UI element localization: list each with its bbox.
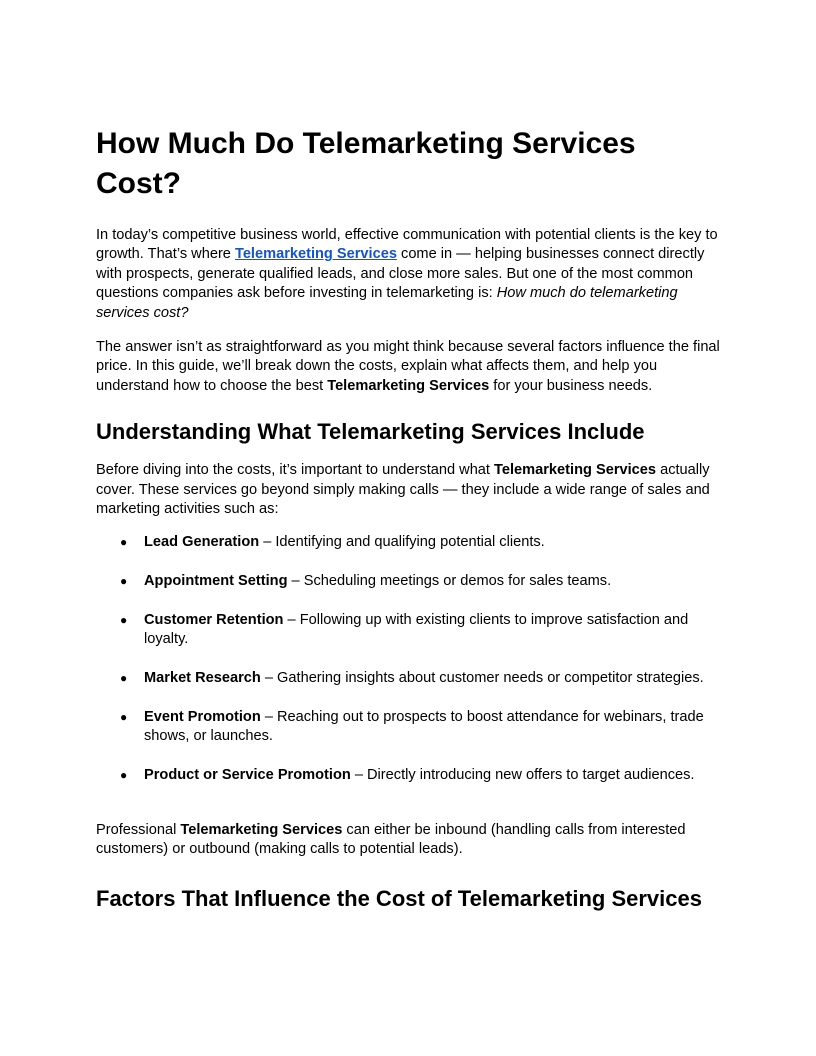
list-spacer [96, 805, 720, 821]
list-item-term: Product or Service Promotion [144, 767, 351, 784]
closing-bold: Telemarketing Services [180, 822, 343, 839]
closing-text-2: can either be inbound (handling calls from interested customers) or outbound (making calls to potential leads). [96, 822, 686, 858]
list-item-term: Market Research [144, 670, 261, 687]
bullet-icon: ● [120, 613, 128, 628]
list-item [96, 611, 720, 650]
intro-text-1: In today’s competitive business world, effective communication with potential clients is the key to growth. That’s where [96, 227, 718, 263]
intro-question: How much do telemarketing services cost? [96, 285, 678, 321]
services-list [96, 533, 720, 785]
telemarketing-services-link[interactable]: Telemarketing Services [234, 246, 397, 263]
list-item-desc: – Identifying and qualifying potential clients. [259, 534, 545, 551]
page-title: How Much Do Telemarketing Services Cost? [96, 127, 636, 200]
bullet-icon: ● [120, 710, 128, 725]
services-intro-text-1: Before diving into the costs, it’s important to understand what [96, 462, 495, 479]
closing-paragraph [96, 821, 720, 860]
services-intro-paragraph [96, 461, 720, 519]
bullet-icon: ● [120, 671, 128, 686]
intro-paragraph [96, 226, 720, 323]
list-item [96, 669, 720, 688]
services-intro-bold: Telemarketing Services [494, 462, 657, 479]
list-item-term: Lead Generation [144, 534, 260, 551]
answer-paragraph [96, 338, 720, 396]
bullet-icon: ● [120, 768, 128, 783]
list-item [96, 572, 720, 591]
list-item-desc: – Scheduling meetings or demos for sales teams. [287, 573, 612, 590]
answer-bold: Telemarketing Services [327, 377, 490, 394]
closing-text-1: Professional [96, 822, 181, 839]
list-item-term: Appointment Setting [144, 573, 288, 590]
list-item [96, 766, 720, 785]
list-item-desc: – Directly introducing new offers to target audiences. [350, 767, 695, 784]
answer-text-1: The answer isn’t as straightforward as you might think because several factors influence the final price. In this guide, we’ll break down the costs, explain what affects them, and help you understand how to choose the best [96, 339, 720, 394]
list-item-term: Customer Retention [144, 612, 284, 629]
list-item [96, 708, 720, 747]
list-item-desc: – Reaching out to prospects to boost attendance for webinars, trade shows, or launches. [144, 709, 704, 745]
section-heading-understanding: Understanding What Telemarketing Services Include [96, 419, 645, 445]
section-heading-factors: Factors That Influence the Cost of Telemarketing Services [96, 885, 702, 911]
bullet-icon: ● [120, 574, 128, 589]
services-intro-text-2: actually cover. These services go beyond simply making calls — they include a wide range of sales and marketing activities such as: [96, 462, 710, 518]
list-item-desc: – Following up with existing clients to improve satisfaction and loyalty. [144, 612, 689, 648]
answer-text-2: for your business needs. [489, 377, 653, 394]
intro-text-2: come in — helping businesses connect directly with prospects, generate qualified leads, and close more sales. But one of the most common questions companies ask before investing in telemarketing is: [96, 246, 705, 302]
list-item [96, 533, 720, 552]
list-item-desc: – Gathering insights about customer needs or competitor strategies. [260, 670, 704, 687]
document-page [96, 124, 720, 928]
list-item-term: Event Promotion [144, 709, 261, 726]
bullet-icon: ● [120, 535, 128, 550]
